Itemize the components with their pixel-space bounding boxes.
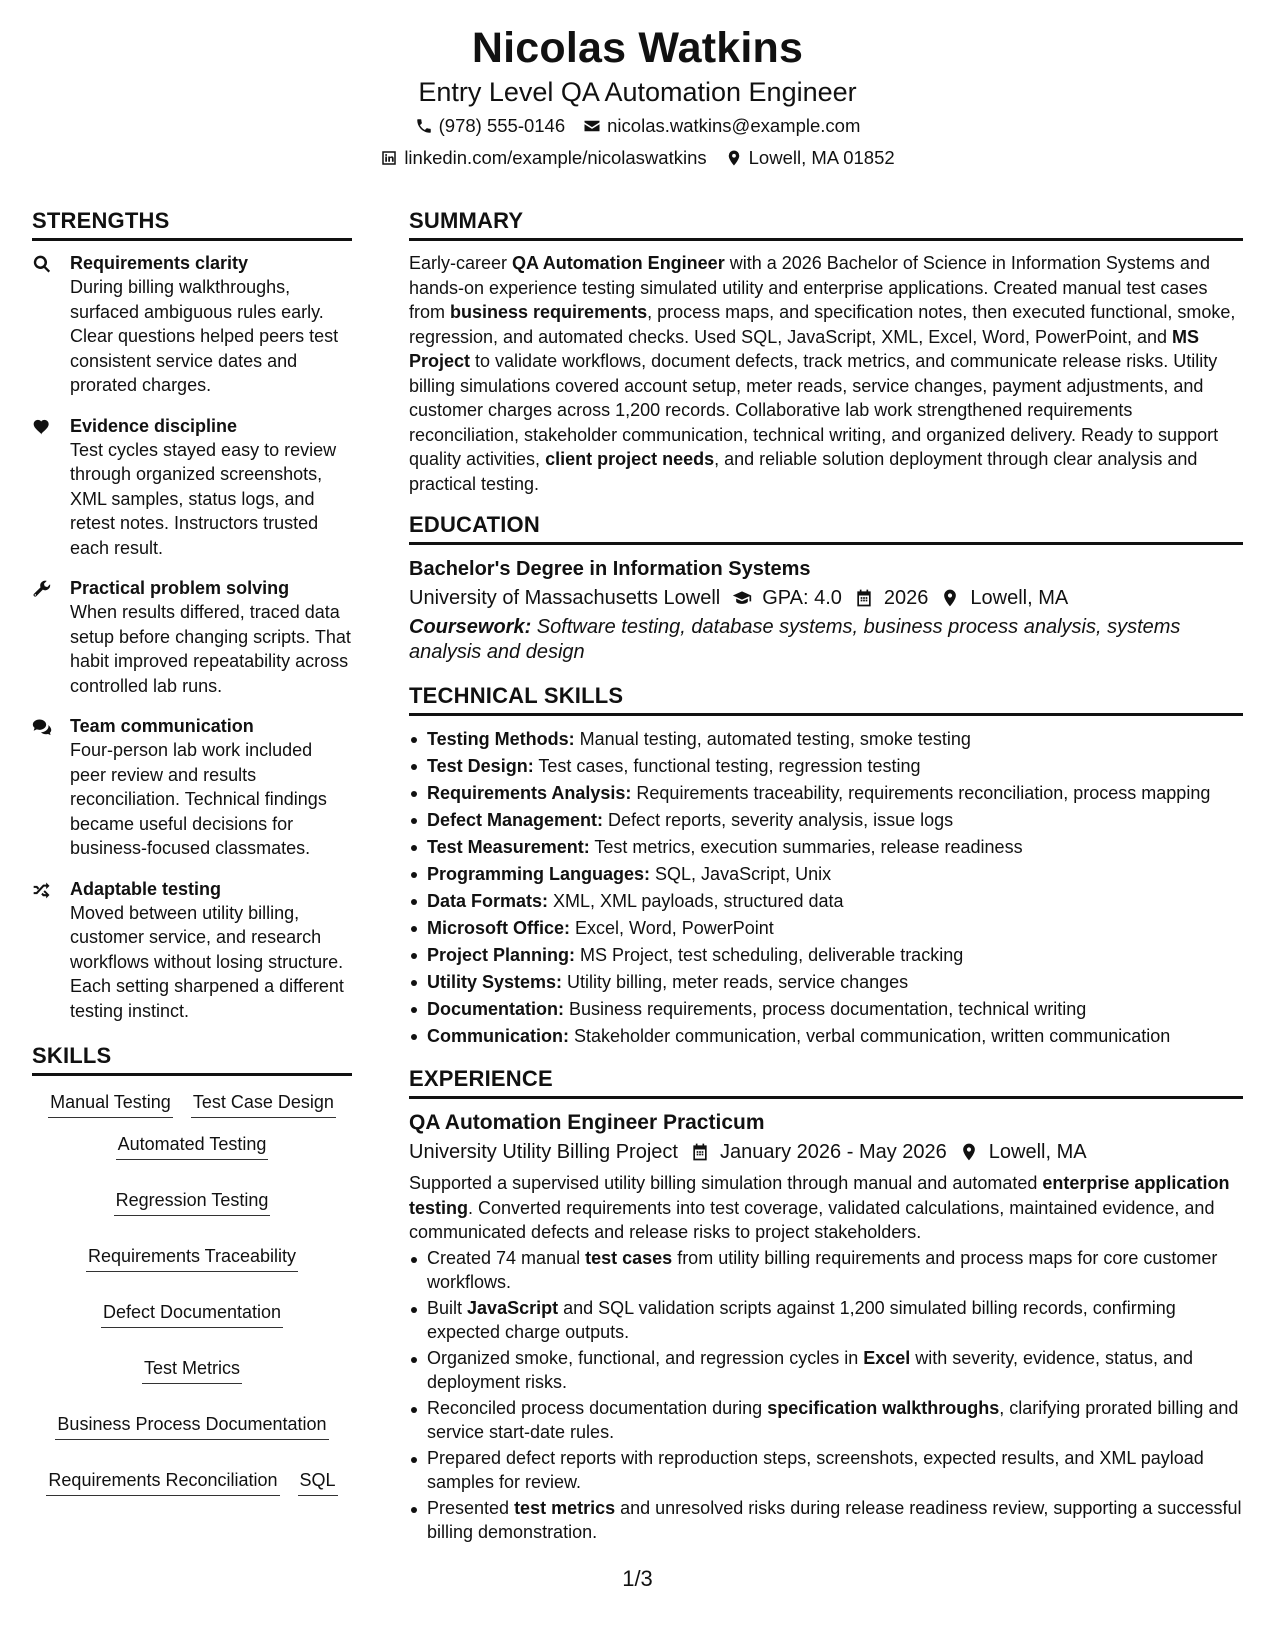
education-degree: Bachelor's Degree in Information Systems (409, 558, 811, 580)
right-column (409, 208, 1243, 1545)
technical-skill-value: SQL, JavaScript, Unix (650, 864, 832, 884)
emphasis-text: QA Automation Engineer (512, 253, 725, 273)
text-run: , process maps, and specification notes, then executed functional, smoke, regression, and automated checks. Used SQL, JavaScript, XML, Excel, Word, PowerPoint, and (409, 302, 1236, 347)
education-school: University of Massachusetts Lowell (409, 587, 721, 609)
strength-heading: Evidence discipline (70, 415, 238, 436)
skill-tag: Manual Testing (48, 1090, 173, 1118)
skill-tag: Defect Documentation (101, 1300, 283, 1328)
location-contact (725, 142, 895, 174)
technical-skill-label: Data Formats: (427, 891, 549, 911)
technical-skill-value: Stakeholder communication, verbal communication, written communication (569, 1026, 1171, 1046)
emphasis-text: client project needs (545, 449, 715, 469)
strength-heading: Practical problem solving (70, 578, 290, 598)
skill-tag: Regression Testing (114, 1188, 271, 1216)
emphasis-text: test metrics (514, 1497, 616, 1518)
text-run: with a 2026 Bachelor of Science in Information Systems and hands-on experience testing simulated utility and enterprise applications. Created manual test cases from (409, 253, 1210, 322)
calendar-icon (854, 588, 874, 608)
emphasis-text: MS Project (409, 326, 1200, 371)
technical-skill-item (409, 942, 1243, 969)
technical-skill-label: Microsoft Office: (427, 918, 571, 938)
technical-skill-item (409, 753, 1243, 780)
emphasis-text: enterprise application testing (409, 1173, 1230, 1218)
text-run: with severity, evidence, status, and deployment risks. (427, 1347, 1194, 1392)
skill-tag: Requirements Traceability (86, 1244, 298, 1272)
linkedin-icon (380, 149, 398, 167)
job-bullet (409, 1246, 1243, 1295)
strength-item (32, 576, 352, 698)
graduation-cap-icon (732, 588, 752, 608)
text-run: , and reliable solution deployment through clear analysis and practical testing. (409, 449, 1198, 494)
strength-item (32, 714, 352, 861)
emphasis-text: business requirements (450, 302, 648, 322)
text-run: Organized smoke, functional, and regression cycles in (427, 1347, 864, 1368)
strength-heading: Team communication (70, 716, 254, 736)
job-location: Lowell, MA (988, 1141, 1087, 1163)
page-number: 1/3 (622, 1566, 653, 1591)
technical-skill-value: Manual testing, automated testing, smoke testing (574, 729, 971, 749)
job-bullet (409, 1446, 1243, 1495)
strength-heading: Requirements clarity (70, 253, 249, 273)
emphasis-text: specification walkthroughs (767, 1397, 1000, 1418)
job-description (409, 1171, 1243, 1245)
coursework-label: Coursework: (409, 616, 532, 638)
job-title: QA Automation Engineer Practicum (409, 1111, 765, 1134)
technical-skill-label: Programming Languages: (427, 864, 651, 884)
job-bullet (409, 1346, 1243, 1395)
linkedin-contact[interactable] (380, 142, 706, 174)
job-bullet (409, 1296, 1243, 1345)
education-meta (409, 583, 1243, 613)
text-run: , clarifying prorated billing and service start-date rules. (427, 1397, 1239, 1442)
text-run: and unresolved risks during release readiness review, supporting a successful billing demonstration. (427, 1497, 1242, 1542)
strength-item (32, 414, 352, 561)
technical-skill-label: Defect Management: (427, 810, 604, 830)
strength-text: Test cycles stayed easy to review through organized screenshots, XML samples, status logs, and retest notes. Instructors trusted each result. (70, 439, 337, 558)
map-pin-icon (940, 588, 960, 608)
candidate-title: Entry Level QA Automation Engineer (418, 77, 857, 107)
technical-skill-label: Test Measurement: (427, 837, 590, 857)
skill-tag: Business Process Documentation (55, 1412, 328, 1440)
comments-icon (32, 717, 52, 737)
technical-skill-item (409, 726, 1243, 753)
strength-item (32, 877, 352, 1024)
job-bullet (409, 1396, 1243, 1445)
skill-tag: Test Metrics (142, 1356, 242, 1384)
search-icon (32, 254, 52, 274)
email-contact[interactable] (583, 110, 860, 142)
experience-heading: EXPERIENCE (409, 1066, 1243, 1099)
technical-skill-item (409, 969, 1243, 996)
resume-header (0, 22, 1275, 174)
map-pin-icon (959, 1142, 979, 1162)
emphasis-text: Excel (863, 1347, 911, 1368)
text-run: Created 74 manual (427, 1247, 586, 1268)
phone-contact (415, 110, 566, 142)
contact-row-1 (0, 110, 1275, 142)
text-run: Supported a supervised utility billing simulation through manual and automated (409, 1173, 1043, 1193)
text-run: Reconciled process documentation during (427, 1397, 768, 1418)
skills-tags (32, 1086, 352, 1496)
technical-skill-value: Excel, Word, PowerPoint (570, 918, 774, 938)
coursework-text: Software testing, database systems, business process analysis, systems analysis and design (409, 616, 1181, 663)
strength-text: During billing walkthroughs, surfaced ambiguous rules early. Clear questions helped peers test consistent service dates and prorated charges. (70, 277, 339, 395)
technical-skill-item (409, 996, 1243, 1023)
technical-skill-label: Requirements Analysis: (427, 783, 632, 803)
location-text: Lowell, MA 01852 (748, 147, 895, 168)
skills-section (32, 1043, 352, 1496)
technical-skill-label: Project Planning: (427, 945, 576, 965)
education-heading: EDUCATION (409, 512, 1243, 545)
text-run: from utility billing requirements and process maps for core customer workflows. (427, 1247, 1218, 1292)
contact-row-2 (0, 142, 1275, 174)
technical-skill-item (409, 1023, 1243, 1050)
phone-text: (978) 555-0146 (438, 115, 566, 136)
strength-item (32, 251, 352, 398)
technical-skill-item (409, 780, 1243, 807)
technical-skill-value: Test cases, functional testing, regression testing (533, 756, 921, 776)
technical-skill-value: Requirements traceability, requirements reconciliation, process mapping (631, 783, 1211, 803)
job-meta (409, 1137, 1243, 1167)
technical-skill-item (409, 888, 1243, 915)
strengths-heading: STRENGTHS (32, 208, 352, 241)
wrench-icon (32, 579, 52, 599)
technical-skill-item (409, 807, 1243, 834)
skills-heading: SKILLS (32, 1043, 352, 1076)
technical-skill-item (409, 915, 1243, 942)
job-bullets (409, 1246, 1243, 1545)
technical-skills-section (409, 726, 1243, 1050)
technical-skill-value: Utility billing, meter reads, service changes (562, 972, 909, 992)
technical-skill-value: Test metrics, execution summaries, release readiness (589, 837, 1023, 857)
envelope-icon (583, 117, 601, 135)
skill-tag: Requirements Reconciliation (46, 1468, 279, 1496)
strength-text: Four-person lab work included peer review and results reconciliation. Technical findings became useful decisions for business-focused classmates. (70, 740, 327, 858)
technical-skill-label: Test Design: (427, 756, 534, 776)
strength-text: Moved between utility billing, customer service, and research workflows without losing structure. Each setting sharpened a different testing instinct. (70, 902, 344, 1021)
education-year: 2026 (883, 587, 929, 609)
education-location: Lowell, MA (970, 587, 1069, 609)
text-run: Prepared defect reports with reproduction steps, screenshots, expected results, and XML payload samples for review. (427, 1447, 1204, 1492)
skill-tag: Automated Testing (116, 1132, 269, 1160)
technical-skill-value: MS Project, test scheduling, deliverable tracking (575, 945, 964, 965)
map-pin-icon (725, 149, 743, 167)
phone-icon (415, 117, 433, 135)
skill-tag: Test Case Design (191, 1090, 336, 1118)
job-bullet (409, 1496, 1243, 1545)
technical-skill-label: Communication: (427, 1026, 569, 1046)
job-org: University Utility Billing Project (409, 1141, 678, 1163)
job-dates: January 2026 - May 2026 (719, 1141, 947, 1163)
technical-skill-value: XML, XML payloads, structured data (548, 891, 844, 911)
technical-skill-label: Utility Systems: (427, 972, 563, 992)
summary-heading: SUMMARY (409, 208, 1243, 241)
text-run: to validate workflows, document defects, track metrics, and communicate release risks. Utility billing simulations covered account setup, meter reads, service changes, payment adjustments, and customer charges across 1,200 records. Collaborative lab work strengthened requirements reconciliation, stakeholder communication, technical writing, and organized delivery. Ready to support quality activities, (409, 351, 1219, 469)
technical-skill-value: Defect reports, severity analysis, issue logs (603, 810, 954, 830)
left-column (32, 208, 352, 1496)
summary-text (409, 251, 1243, 496)
education-gpa: GPA: 4.0 (762, 587, 842, 609)
technical-skill-value: Business requirements, process documentation, technical writing (564, 999, 1087, 1019)
technical-skills-heading: TECHNICAL SKILLS (409, 683, 1243, 716)
education-coursework (409, 615, 1243, 665)
candidate-name: Nicolas Watkins (471, 24, 804, 72)
text-run: and SQL validation scripts against 1,200 simulated billing records, confirming expected charge outputs. (427, 1297, 1176, 1342)
technical-skills-list (409, 726, 1243, 1050)
text-run: Presented (427, 1497, 515, 1518)
technical-skill-label: Testing Methods: (427, 729, 575, 749)
technical-skill-item (409, 861, 1243, 888)
text-run: Built (427, 1297, 468, 1318)
linkedin-text[interactable]: linkedin.com/example/nicolaswatkins (404, 147, 707, 168)
strength-text: When results differed, traced data setup before changing scripts. That habit improved repeatability across controlled lab runs. (70, 602, 351, 696)
text-run: . Converted requirements into test coverage, validated calculations, maintained evidence, and communicated defects and release risks to project stakeholders. (409, 1197, 1215, 1242)
heart-icon (32, 417, 52, 437)
text-run: Early-career (409, 253, 513, 273)
technical-skill-label: Documentation: (427, 999, 564, 1019)
calendar-icon (690, 1142, 710, 1162)
strength-heading: Adaptable testing (70, 878, 222, 899)
shuffle-icon (32, 880, 52, 900)
skill-tag: SQL (298, 1468, 338, 1496)
email-text[interactable]: nicolas.watkins@example.com (607, 115, 861, 136)
emphasis-text: test cases (585, 1247, 673, 1268)
emphasis-text: JavaScript (467, 1297, 559, 1318)
technical-skill-item (409, 834, 1243, 861)
